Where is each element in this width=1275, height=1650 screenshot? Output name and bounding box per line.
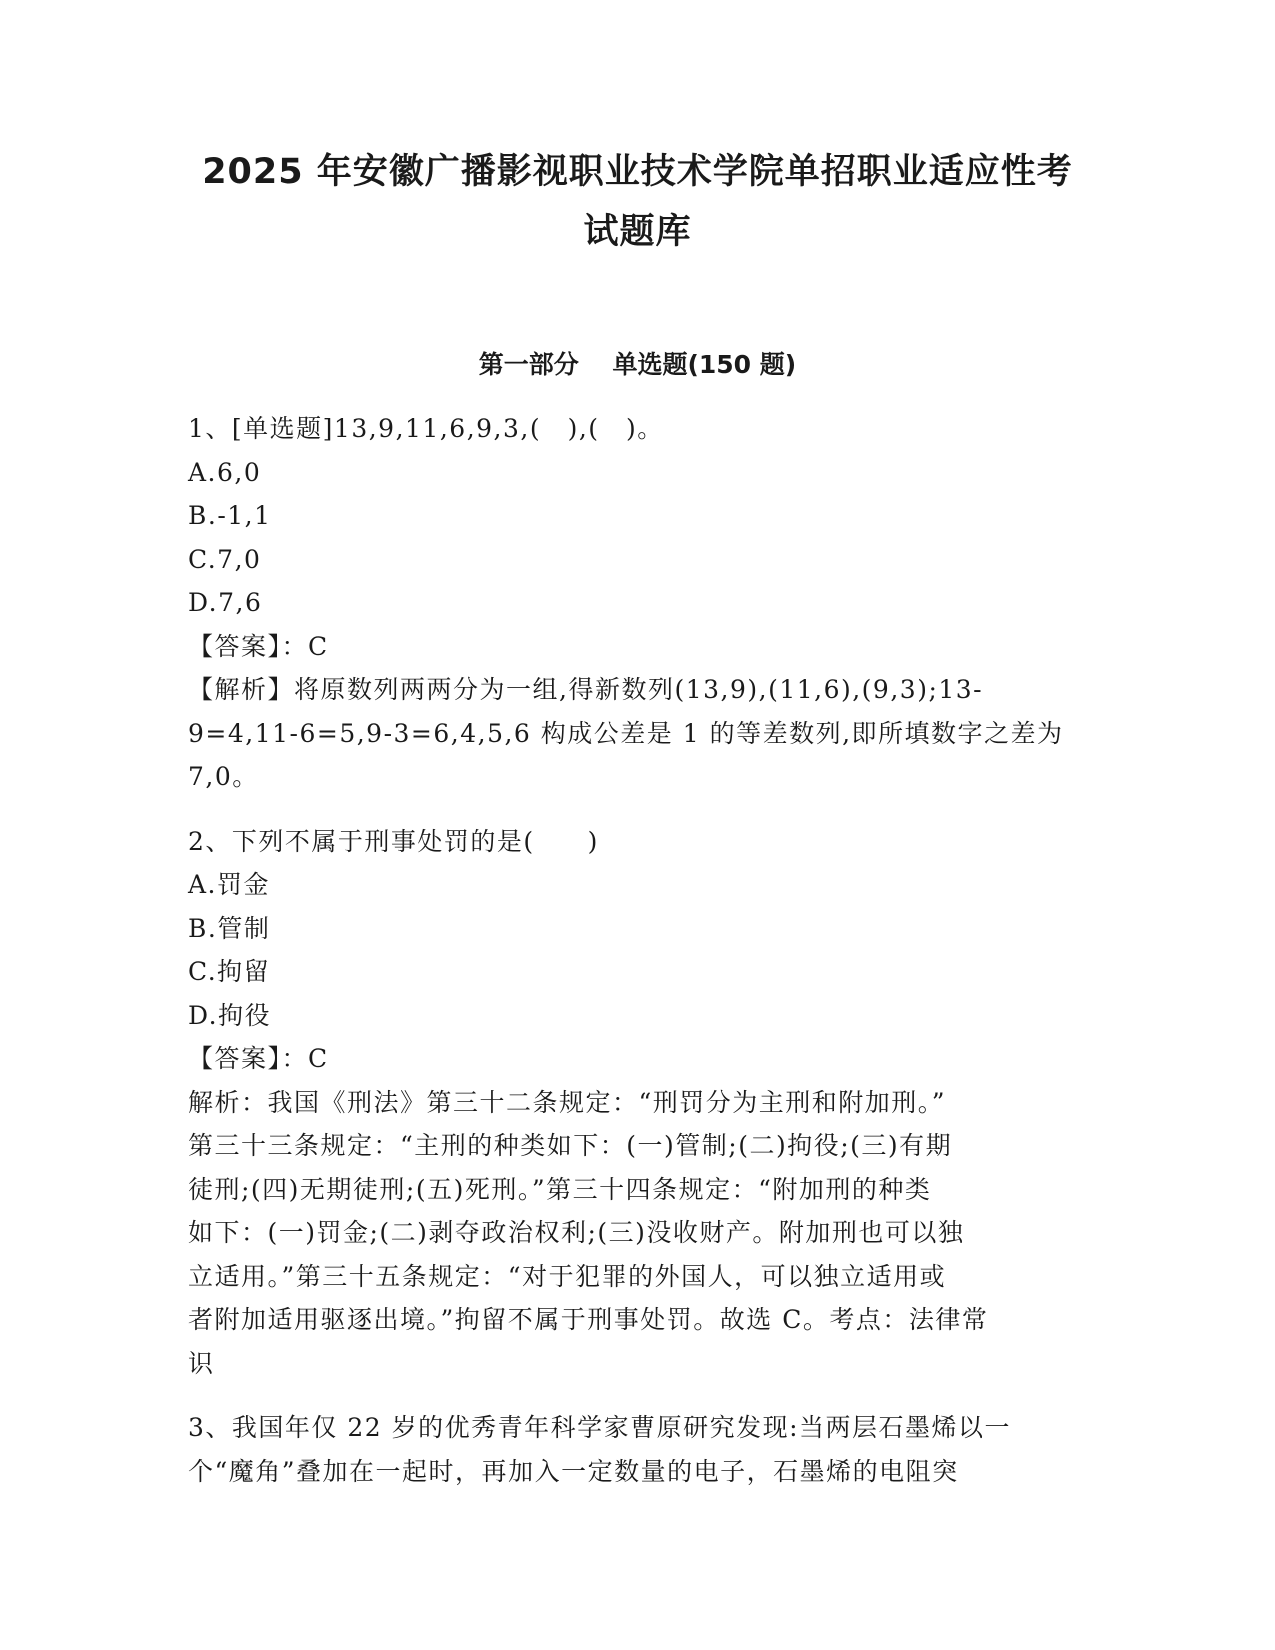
option-a: A.6,0 (188, 457, 262, 487)
analysis-line: 第三十三条规定：“主刑的种类如下：(一)管制;(二)拘役;(三)有期 (188, 1131, 953, 1160)
question-stem: 1、[单选题]13,9,11,6,9,3,( ),( )。 (188, 414, 664, 443)
analysis-line: 如下：(一)罚金;(二)剥夺政治权利;(三)没收财产。附加刑也可以独 (188, 1218, 965, 1247)
analysis-line: 徒刑;(四)无期徒刑;(五)死刑。”第三十四条规定：“附加刑的种类 (188, 1174, 932, 1204)
option-d: D.拘役 (188, 1000, 272, 1030)
option-c: C.拘留 (188, 957, 271, 986)
question-2 (188, 820, 1088, 1386)
analysis-line: 立适用。”第三十五条规定：“对于犯罪的外国人，可以独立适用或 (188, 1261, 947, 1291)
title-line-1: 2025 年安徽广播影视职业技术学院单招职业适应性考 (202, 152, 1073, 192)
section-title: 第一部分 单选题(150 题) (478, 350, 797, 379)
document-title (120, 142, 1155, 262)
analysis-line: 者附加适用驱逐出境。”拘留不属于刑事处罚。故选 C。考点：法律常 (188, 1305, 989, 1334)
question-stem: 2、下列不属于刑事处罚的是( ) (188, 826, 599, 856)
analysis-line: 9=4,11-6=5,9-3=6,4,5,6 构成公差是 1 的等差数列,即所填数字之差为 (188, 718, 1064, 748)
analysis-line: 【解析】将原数列两两分为一组,得新数列(13,9),(11,6),(9,3);13- (188, 675, 984, 704)
question-stem-line: 个“魔角”叠加在一起时，再加入一定数量的电子，石墨烯的电阻突 (188, 1456, 959, 1486)
question-3 (188, 1406, 1088, 1493)
question-list (188, 407, 1088, 1493)
question-stem-line: 3、我国年仅 22 岁的优秀青年科学家曹原研究发现:当两层石墨烯以一 (188, 1413, 1012, 1442)
analysis-line: 识 (188, 1348, 215, 1378)
title-line-2: 试题库 (583, 212, 692, 252)
option-b: B.管制 (188, 913, 271, 943)
answer-line: 【答案】：C (188, 631, 329, 661)
question-1 (188, 407, 1088, 799)
option-a: A.罚金 (188, 870, 271, 899)
answer-line: 【答案】：C (188, 1044, 329, 1073)
analysis-line: 解析：我国《刑法》第三十二条规定：“刑罚分为主刑和附加刑。” (188, 1087, 947, 1117)
option-b: B.-1,1 (188, 501, 272, 530)
option-c: C.7,0 (188, 544, 262, 574)
analysis-line: 7,0。 (188, 762, 259, 791)
option-d: D.7,6 (188, 588, 263, 617)
